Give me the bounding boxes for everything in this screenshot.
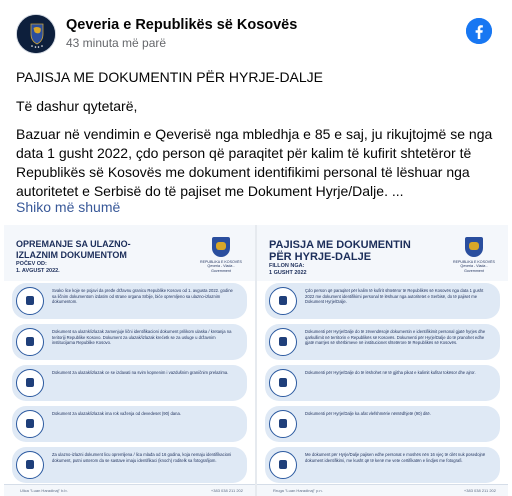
poster-row: [265, 283, 500, 319]
poster-row-text: Dokumenti për Hyrje/Dalje do të lëshohet në të gjitha pikat e kalimit kufitar tokësor dhe ajror.: [305, 370, 476, 375]
emblem-caption: REPUBLIKA E KOSOVËS Qeveria - Vlada - Government: [200, 260, 242, 273]
poster-since-label: POČEV OD:: [16, 261, 47, 267]
post-header: [16, 14, 496, 54]
poster-since-label: FILLON NGA:: [269, 263, 305, 269]
poster-row-text: Me dokument për Hyrje/Dalje pajisen edhe personat e moshës nën 16 vjeç të cilët nuk posedojnë dokument identifikimi, me kusht që të kenë me vete certifikatën e lindjes me fotografi.: [305, 452, 486, 463]
poster-row-text: Za ulazno-izlazni dokument licu opremljena / lica mlađa od 16 godina, koja nemaju identifikacioni dokument, putni usterom da se sastave imaju identifikaci (knoch) roditelk sa fotografijom.: [52, 452, 232, 463]
kosovo-emblem-icon: [199, 237, 243, 277]
poster-row-text: Svako lice koje se pojavi da pređe državnu granicu Republike Kosovo od 1. avgusta 2022. godine sa ličnim dokumentom izdatim od strane organa Srbije, biće opremljeno sa ulazno-izlaznim dokumentom.: [52, 288, 233, 305]
poster-row: [12, 447, 247, 483]
poster-row: [265, 406, 500, 442]
post-timestamp[interactable]: 43 minuta më parë: [66, 36, 167, 50]
poster-row-text: Dokumenti për Hyrje/Dalje do të zëvendësojë dokumentin e identifikimit personal gjatë hyrjes dhe qarkullimit në territorin e Republikës së Kosovës. Dokumenti për Hyrje/Dalje do të pranohet edhe gjatë marrjes së shërbimeve në institucionet shtetërore të Republikës së Kosovës.: [305, 329, 486, 346]
document-icon: [269, 328, 297, 356]
see-more-link[interactable]: Shiko më shumë: [16, 199, 121, 215]
person-icon: [269, 287, 297, 315]
poster-footer: [4, 484, 255, 496]
poster-header: [4, 225, 255, 281]
poster-row: [12, 283, 247, 319]
emblem-caption: REPUBLIKA E KOSOVËS Qeveria - Vlada - Government: [453, 260, 495, 273]
poster-row-text: Çdo person që paraqitet për kalim të kufirit shtetëror të Republikës së Kosovës nga data 1 gusht 2022 me dokument identifikimi personal të lëshuar nga autoritetet e Serbisë, do të pajiset me Dokument Hyrje/Dalje.: [305, 288, 484, 305]
document-icon: [16, 328, 44, 356]
poster-row: [12, 406, 247, 442]
poster-title: PAJISJA ME DOKUMENTIN PËR HYRJE-DALJE: [269, 239, 411, 263]
poster-title: OPREMANJE SA ULAZNO-IZLAZNIM DOKUMENTOM: [16, 239, 131, 260]
facebook-logo-icon[interactable]: [466, 18, 492, 44]
poster-since-date: 1. AVGUST 2022.: [16, 268, 60, 274]
poster-footer-address: Rruga "Luan Haradinaj" p.n.: [273, 488, 323, 493]
poster-footer-phone: +383 038 211 202: [463, 488, 496, 493]
poster-row: [265, 447, 500, 483]
poster-row-text: Dokumenti për Hyrje/Dalje ka afat vlefshmërie nëntëdhjetë (90) ditë.: [305, 411, 431, 416]
poster-header: [257, 225, 508, 281]
calendar-icon: [16, 410, 44, 438]
poster-footer: [257, 484, 508, 496]
poster-row-text: Dokument sa ulaznk/izlazak zamenjuje lični identifikacioni dokument prilikom ulaska / kretanja na teritoriji Republike Kosovo. Dokument za ulazak/izlazak krećetk se za usluge u državnim institucijama Republike Kosovo.: [52, 329, 232, 346]
post-body: Bazuar në vendimin e Qeverisë nga mbledhja e 85 e saj, ju rikujtojmë se nga data 1 gusht 2022, çdo person që paraqitet për kalim të kufirit shtetëror të Republikës së Kosovës me dokument identifikimi personal të lëshuar nga autoritetet e Serbisë do të pajiset me Dokument Hyrje/Dalje. ...: [16, 126, 493, 199]
poster-rows: [265, 283, 500, 488]
poster-row-text: Dokument za ulazak/izlazak ce se izdavati na svim kopnenim i vazdušnim graničnim prelazima.: [52, 370, 229, 375]
child-icon: [16, 451, 44, 479]
poster-footer-phone: +383 038 211 202: [210, 488, 243, 493]
poster-row: [265, 365, 500, 401]
calendar-icon: [269, 410, 297, 438]
page-name[interactable]: Qeveria e Republikës së Kosovës: [66, 17, 298, 33]
poster-since-date: 1 GUSHT 2022: [269, 270, 307, 276]
poster-row: [12, 365, 247, 401]
government-emblem-icon: [17, 15, 56, 54]
child-icon: [269, 451, 297, 479]
page-avatar[interactable]: [16, 14, 56, 54]
post-greeting: Të dashur qytetarë,: [16, 98, 138, 114]
kosovo-emblem-icon: [452, 237, 496, 277]
post-title: PAJISJA ME DOKUMENTIN PËR HYRJE-DALJE: [16, 69, 324, 85]
poster-albanian[interactable]: [257, 225, 508, 496]
person-icon: [16, 287, 44, 315]
border-crossing-icon: [16, 369, 44, 397]
post-images: [4, 225, 508, 496]
poster-row-text: Dokument za ulazak/izlazak ima rok važenja od devedeset (90) dana.: [52, 411, 181, 416]
border-crossing-icon: [269, 369, 297, 397]
poster-serbian[interactable]: [4, 225, 255, 496]
poster-rows: [12, 283, 247, 488]
poster-footer-address: Ulica "Luan Haradinaj" b.b.: [20, 488, 68, 493]
poster-row: [12, 324, 247, 360]
poster-row: [265, 324, 500, 360]
